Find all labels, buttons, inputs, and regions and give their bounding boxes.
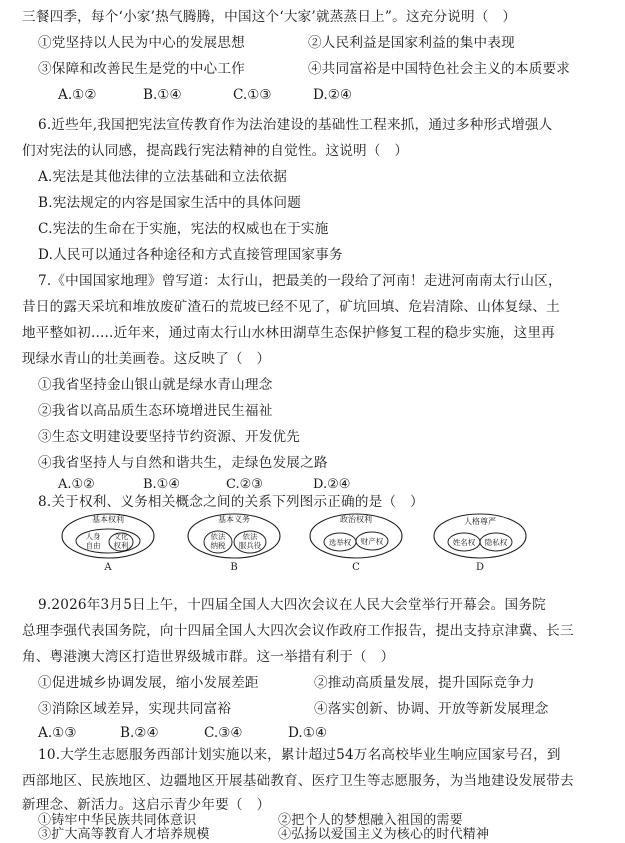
q5-choice-c: C.①③	[233, 87, 272, 103]
q8-diagram-c	[310, 514, 402, 573]
q7-stem-line-1: 7.《中国国家地理》曾写道：太行山，把最美的一段给了河南！走进河南南太行山区，	[38, 273, 562, 289]
diagram-b-inner-2-line-2: 服兵役	[238, 541, 262, 550]
q9-stem-line-1: 9.2026年3月5日上午，十四届全国人大四次会议在人民大会堂举行开幕会。国务院	[38, 597, 546, 613]
q8-diagram-a	[62, 514, 154, 573]
diagram-d-outer-label: 人格尊严	[464, 517, 496, 526]
diagram-b-inner-1-line-1: 依法	[210, 532, 226, 541]
q7-item-4: ④我省坚持人与自然和谐共生，走绿色发展之路	[38, 455, 328, 471]
q5-item-3: ③保障和改善民生是党的中心工作	[38, 61, 245, 77]
q9-item-3: ③消除区域差异，实现共同富裕	[38, 701, 232, 717]
q5-stem-line: 三餐四季，每个‘小家’热气腾腾，中国这个‘大家’就蒸蒸日上”。这充分说明（ ）	[22, 9, 517, 25]
q7-choice-d: D.②④	[313, 477, 351, 492]
q10-item-3: ③扩大高等教育人才培养规模	[38, 827, 210, 842]
diagram-c-inner-2: 财产权	[360, 537, 384, 546]
diagram-b-outer-label: 基本义务	[218, 515, 250, 524]
q9-stem-line-2: 总理李强代表国务院，向十四届全国人大四次会议作政府工作报告，提出支持京津冀、长三	[22, 623, 574, 639]
q9-stem-line-3: 角、粤港澳大湾区打造世界级城市群。这一举措有利于（ ）	[22, 649, 395, 665]
diagram-b-letter: B	[230, 562, 238, 573]
q6-stem-line-1: 6.近些年,我国把宪法宣传教育作为法治建设的基础性工程来抓，通过多种形式增强人	[38, 117, 553, 133]
q5-choice-d: D.②④	[313, 87, 353, 103]
diagram-b-inner-2-line-1: 依法	[242, 532, 258, 541]
diagram-c-inner-1: 选举权	[328, 538, 352, 547]
q10-stem-line-2: 西部地区、民族地区、边疆地区开展基础教育、医疗卫生等志愿服务，为当地建设发展带去	[22, 773, 574, 789]
q7-stem-line-3: 地平整如初.....近年来，通过南太行山水林田湖草生态保护修复工程的稳步实施，这里再	[22, 325, 555, 341]
q9-choice-b: B.②④	[120, 725, 159, 741]
q9-choice-c: C.③④	[204, 725, 243, 741]
diagram-d-inner-1: 姓名权	[452, 538, 476, 547]
q10-item-1: ①铸牢中华民族共同体意识	[38, 813, 197, 828]
diagram-a-letter: A	[104, 562, 112, 573]
q8-diagrams	[60, 512, 530, 574]
q7-item-1: ①我省坚持金山银山就是绿水青山理念	[38, 377, 273, 393]
q7-choice-b: B.①④	[143, 477, 180, 492]
diagram-c-outer-label: 政治权利	[340, 515, 372, 524]
q7-choice-a: A.①②	[58, 477, 95, 492]
diagram-d-letter: D	[475, 562, 485, 573]
diagram-b-inner-1-line-2: 纳税	[210, 541, 226, 550]
q8-diagram-d	[434, 514, 526, 573]
diagram-a-inner-1-line-2: 自由	[85, 541, 101, 550]
q10-stem-line-1: 10.大学生志愿服务西部计划实施以来，累计超过54万名高校毕业生响应国家号召，到	[38, 747, 561, 763]
q5-choice-b: B.①④	[143, 87, 182, 103]
q6-choice-a: A.宪法是其他法律的立法基础和立法依据	[38, 169, 288, 185]
q6-choice-d: D.人民可以通过各种途径和方式直接管理国家事务	[38, 247, 343, 263]
q10-item-4: ④弘扬以爱国主义为核心的时代精神	[278, 827, 490, 842]
q7-stem-line-2: 昔日的露天采坑和堆放废矿渣石的荒坡已经不见了，矿坑回填、危岩清除、山体复绿、土	[22, 299, 560, 315]
q5-choice-a: A.①②	[58, 87, 97, 103]
q5-item-1: ①党坚持以人民为中心的发展思想	[38, 35, 245, 51]
q9-item-4: ④落实创新、协调、开放等新发展理念	[314, 701, 549, 717]
q6-choice-b: B.宪法规定的内容是国家生活中的具体问题	[38, 195, 301, 211]
q9-choice-a: A.①③	[38, 725, 77, 741]
diagram-a-inner-2-line-1: 文化	[113, 532, 129, 541]
q10-item-2: ②把个人的梦想融入祖国的需要	[278, 813, 463, 828]
q7-item-3: ③生态文明建设要坚持节约资源、开发优先	[38, 429, 301, 445]
q7-choice-c: C.②③	[226, 477, 263, 492]
q8-diagram-b	[188, 514, 280, 573]
diagram-c-letter: C	[352, 562, 360, 573]
diagram-a-outer-label: 基本权利	[92, 515, 124, 524]
q5-item-2: ②人民利益是国家利益的集中表现	[308, 35, 515, 51]
q6-stem-line-2: 们对宪法的认同感，提高践行宪法精神的自觉性。这说明（ ）	[22, 143, 409, 159]
q6-choice-c: C.宪法的生命在于实施，宪法的权威也在于实施	[38, 221, 329, 237]
q7-item-2: ②我省以高品质生态环境增进民生福祉	[38, 403, 273, 419]
q9-item-2: ②推动高质量发展，提升国际竞争力	[314, 675, 535, 691]
q9-choice-d: D.①④	[288, 725, 328, 741]
q8-stem: 8.关于权利、义务相关概念之间的关系下列图示正确的是（ ）	[38, 494, 424, 510]
q7-stem-line-4: 现绿水青山的壮美画卷。这反映了（ ）	[22, 351, 271, 367]
diagram-d-inner-2: 隐私权	[484, 538, 508, 547]
q9-item-1: ①促进城乡协调发展，缩小发展差距	[38, 675, 259, 691]
q10-stem-line-3: 新理念、新活力。这启示青少年要（ ）	[22, 797, 271, 813]
diagram-a-inner-1-line-1: 人身	[85, 532, 101, 541]
diagram-a-inner-2-line-2: 权利	[113, 541, 129, 550]
q5-item-4: ④共同富裕是中国特色社会主义的本质要求	[308, 61, 571, 77]
